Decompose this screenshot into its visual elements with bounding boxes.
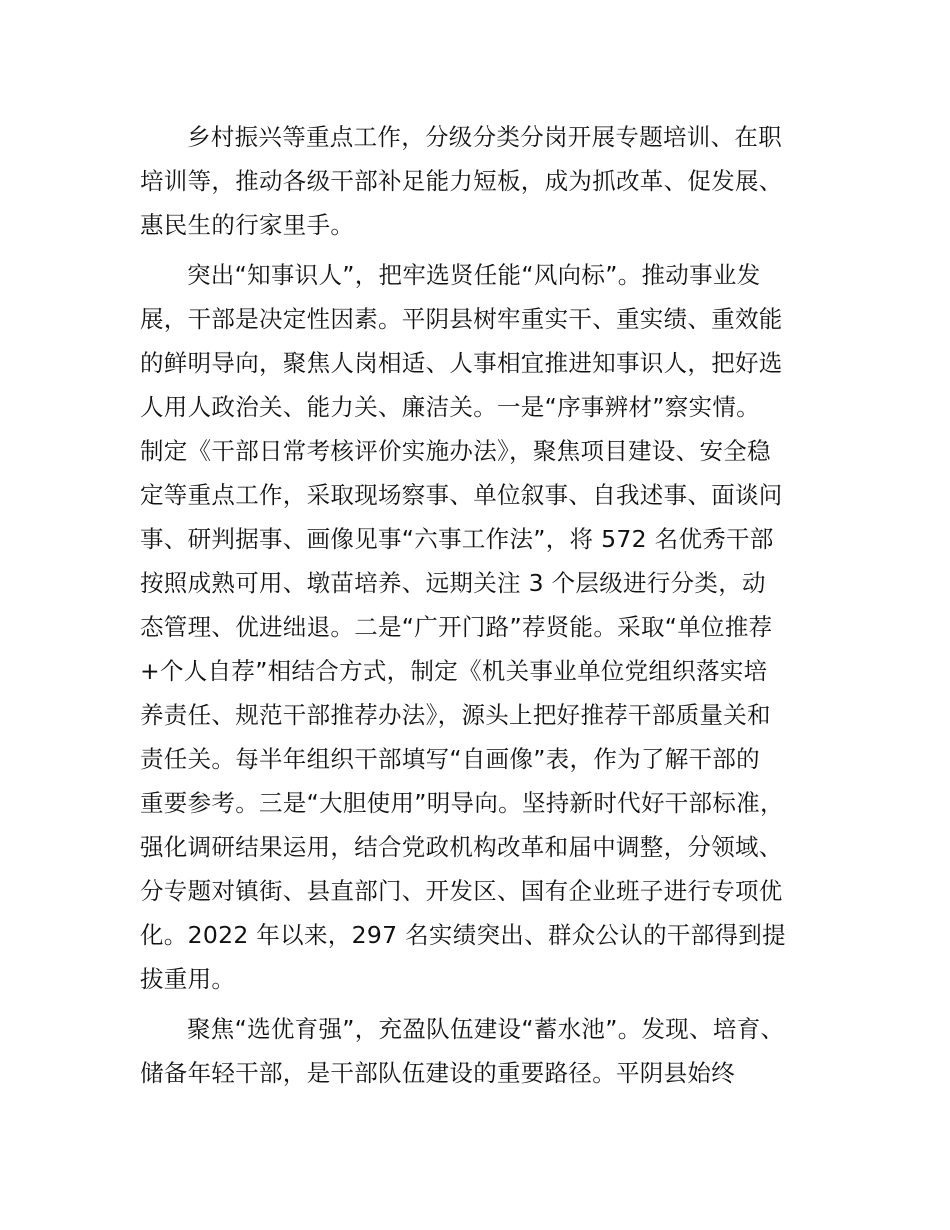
text-line: 制定《干部日常考核评价实施办法》，聚焦项目建设、安全稳 <box>140 437 771 465</box>
text-line: 定等重点工作，采取现场察事、单位叙事、自我述事、面谈问 <box>140 481 783 509</box>
text-line: +个人自荐”相结合方式，制定《机关事业单位党组织落实培 <box>140 657 768 685</box>
text-line: 事、研判据事、画像见事“六事工作法”，将 572 名优秀干部 <box>140 525 774 553</box>
text-line: 储备年轻干部，是干部队伍建设的重要路径。平阴县始终 <box>140 1059 735 1087</box>
paragraph-2 <box>140 253 830 1001</box>
text-line: 培训等，推动各级干部补足能力短板，成为抓改革、促发展、 <box>140 167 783 195</box>
text-line: 人用人政治关、能力关、廉洁关。一是“序事辨材”察实情。 <box>140 393 760 421</box>
text-line: 突出“知事识人”，把牢选贤任能“风向标”。推动事业发 <box>187 261 761 289</box>
text-line: 重要参考。三是“大胆使用”明导向。坚持新时代好干部标准， <box>140 789 784 817</box>
text-line: 分专题对镇街、县直部门、开发区、国有企业班子进行专项优 <box>140 877 783 905</box>
paragraph-1 <box>140 115 830 247</box>
paragraph-3 <box>140 1007 830 1095</box>
text-line: 化。2022 年以来，297 名实绩突出、群众公认的干部得到提 <box>140 921 786 949</box>
text-line: 乡村振兴等重点工作，分级分类分岗开展专题培训、在职 <box>187 123 782 151</box>
text-line: 责任关。每半年组织干部填写“自画像”表，作为了解干部的 <box>140 745 760 773</box>
text-line: 聚焦“选优育强”，充盈队伍建设“蓄水池”。发现、培育、 <box>187 1015 785 1043</box>
text-line: 强化调研结果运用，结合党政机构改革和届中调整，分领域、 <box>140 833 783 861</box>
text-line: 惠民生的行家里手。 <box>140 211 355 239</box>
text-line: 养责任、规范干部推荐办法》，源头上把好推荐干部质量关和 <box>140 701 771 729</box>
text-line: 展，干部是决定性因素。平阴县树牢重实干、重实绩、重效能 <box>140 305 783 333</box>
text-line: 按照成熟可用、墩苗培养、远期关注 3 个层级进行分类，动 <box>140 569 766 597</box>
text-line: 的鲜明导向，聚焦人岗相适、人事相宜推进知事识人，把好选 <box>140 349 783 377</box>
document-body <box>140 115 830 1101</box>
text-line: 拔重用。 <box>140 965 236 993</box>
text-line: 态管理、优进绌退。二是“广开门路”荐贤能。采取“单位推荐 <box>140 613 773 641</box>
